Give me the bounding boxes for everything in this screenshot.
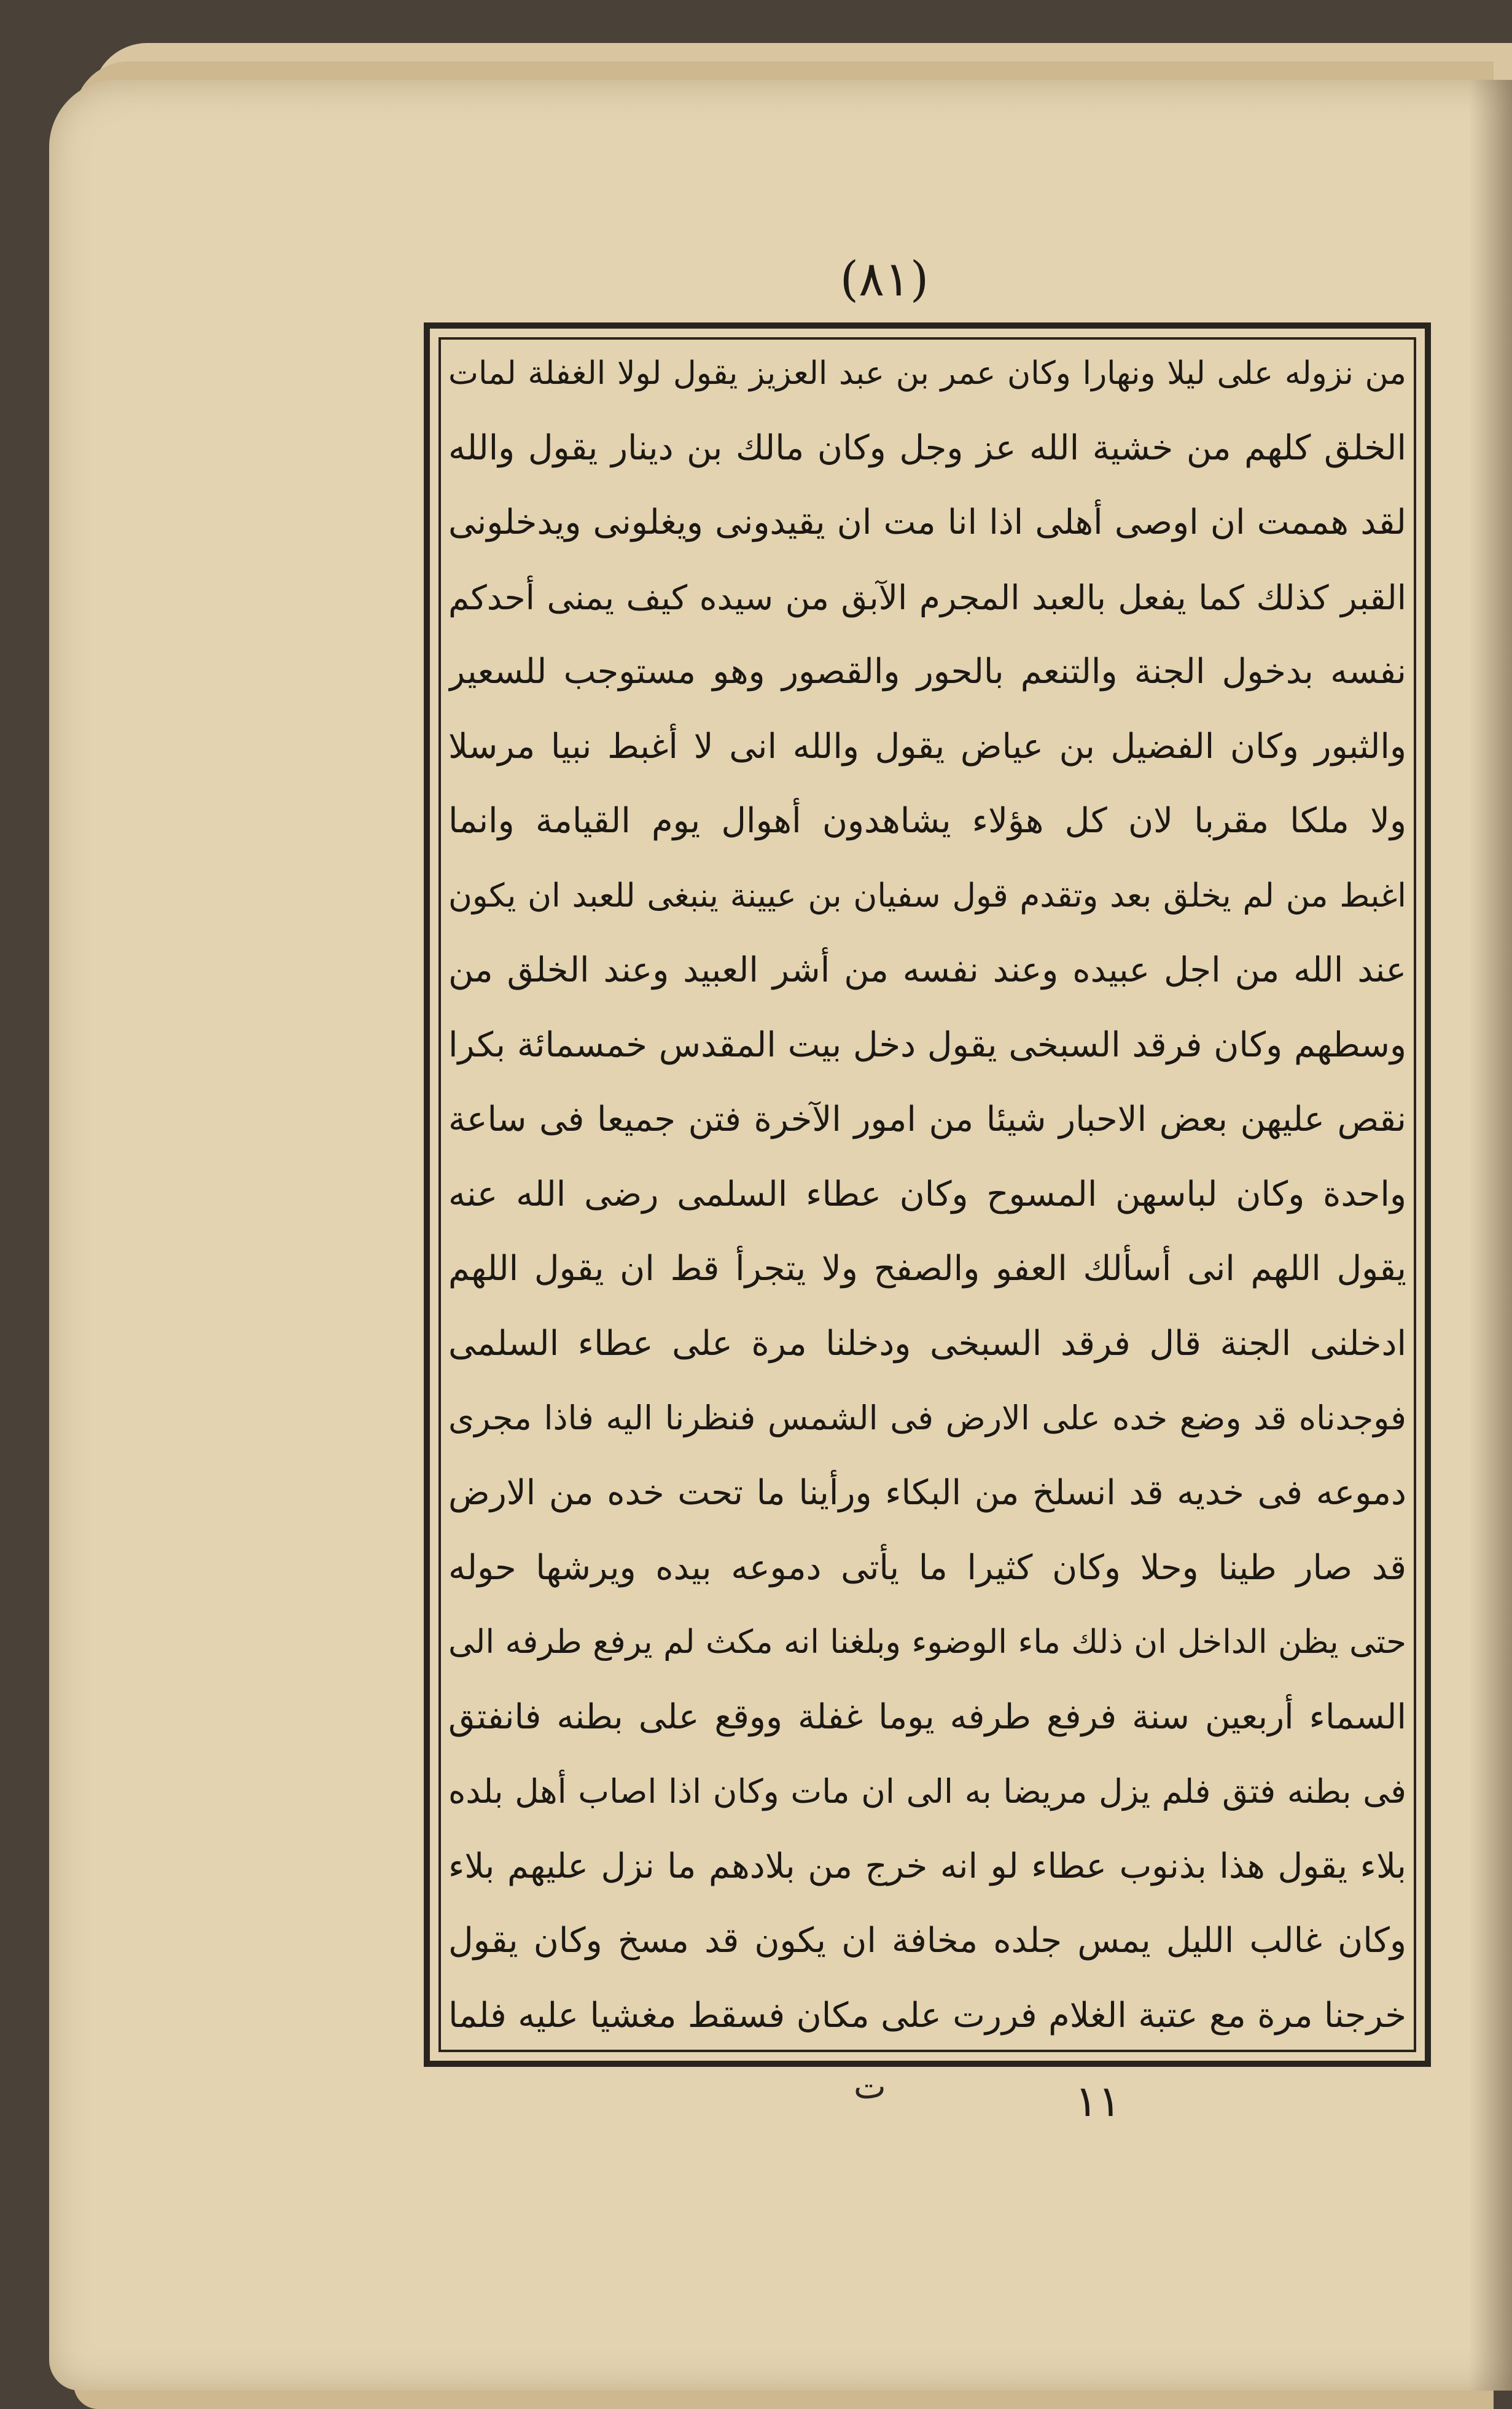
text-line: القبر كذلك كما يفعل بالعبد المجرم الآبق من سيده كيف يمنى أحدكم [448, 577, 1406, 617]
text-line: ادخلنى الجنة قال فرقد السبخى ودخلنا مرة على عطاء السلمى [448, 1323, 1406, 1364]
text-line: وكان غالب الليل يمس جلده مخافة ان يكون قد مسخ وكان يقول [448, 1921, 1406, 1961]
text-line: قد صار طينا وحلا وكان كثيرا ما يأتى دموعه بيده ويرشها حوله [448, 1547, 1406, 1588]
text-line: والثبور وكان الفضيل بن عياض يقول والله انى لا أغبط نبيا مرسلا [448, 726, 1406, 767]
text-line: نقص عليهن بعض الاحبار شيئا من امور الآخرة فتن جميعا فى ساعة [448, 1099, 1406, 1140]
page-gutter-shadow [1469, 80, 1512, 2391]
text-line: الخلق كلهم من خشية الله عز وجل وكان مالك بن دينار يقول والله [448, 428, 1406, 468]
text-line: السماء أربعين سنة فرفع طرفه يوما غفلة ووقع على بطنه فانفتق [448, 1696, 1406, 1737]
text-line: عند الله من اجل عبيده وعند نفسه من أشر العبيد وعند الخلق من [448, 950, 1406, 991]
text-line: بلاء يقول هذا بذنوب عطاء لو انه خرج من بلادهم ما نزل عليهم بلاء [448, 1846, 1406, 1886]
text-line: فوجدناه قد وضع خده على الارض فى الشمس فنظرنا اليه فاذا مجرى [448, 1399, 1406, 1438]
text-line: من نزوله على ليلا ونهارا وكان عمر بن عبد العزيز يقول لولا الغفلة لمات [448, 355, 1406, 392]
text-line: لقد هممت ان اوصى أهلى اذا انا مت ان يقيدونى ويغلونى ويدخلونى [448, 502, 1406, 543]
signature-mark: ت [854, 2067, 886, 2107]
main-text-block [448, 347, 1406, 2042]
text-line: فى بطنه فتق فلم يزل مريضا به الى ان مات وكان اذا اصاب أهل بلده [448, 1772, 1406, 1811]
text-line: حتى يظن الداخل ان ذلك ماء الوضوء وبلغنا انه مكث لم يرفع طرفه الى [448, 1623, 1406, 1661]
text-line: دموعه فى خديه قد انسلخ من البكاء ورأينا ما تحت خده من الارض [448, 1472, 1406, 1513]
page-number: (٨١) [840, 252, 929, 307]
text-frame [424, 322, 1431, 2067]
text-line: خرجنا مرة مع عتبة الغلام فررت على مكان فسقط مغشيا عليه فلما [448, 1995, 1406, 2036]
text-line: واحدة وكان لباسهن المسوح وكان عطاء السلمى رضى الله عنه [448, 1174, 1406, 1214]
text-line: نفسه بدخول الجنة والتنعم بالحور والقصور وهو مستوجب للسعير [448, 652, 1406, 692]
text-line: اغبط من لم يخلق بعد وتقدم قول سفيان بن عيينة ينبغى للعبد ان يكون [448, 877, 1406, 915]
text-line: وسطهم وكان فرقد السبخى يقول دخل بيت المقدس خمسمائة بكرا [448, 1025, 1406, 1065]
text-line: ولا ملكا مقربا لان كل هؤلاء يشاهدون أهوال يوم القيامة وانما [448, 801, 1406, 841]
signature-number: ١١ [1075, 2076, 1121, 2126]
text-line: يقول اللهم انى أسألك العفو والصفح ولا يتجرأ قط ان يقول اللهم [448, 1249, 1406, 1289]
